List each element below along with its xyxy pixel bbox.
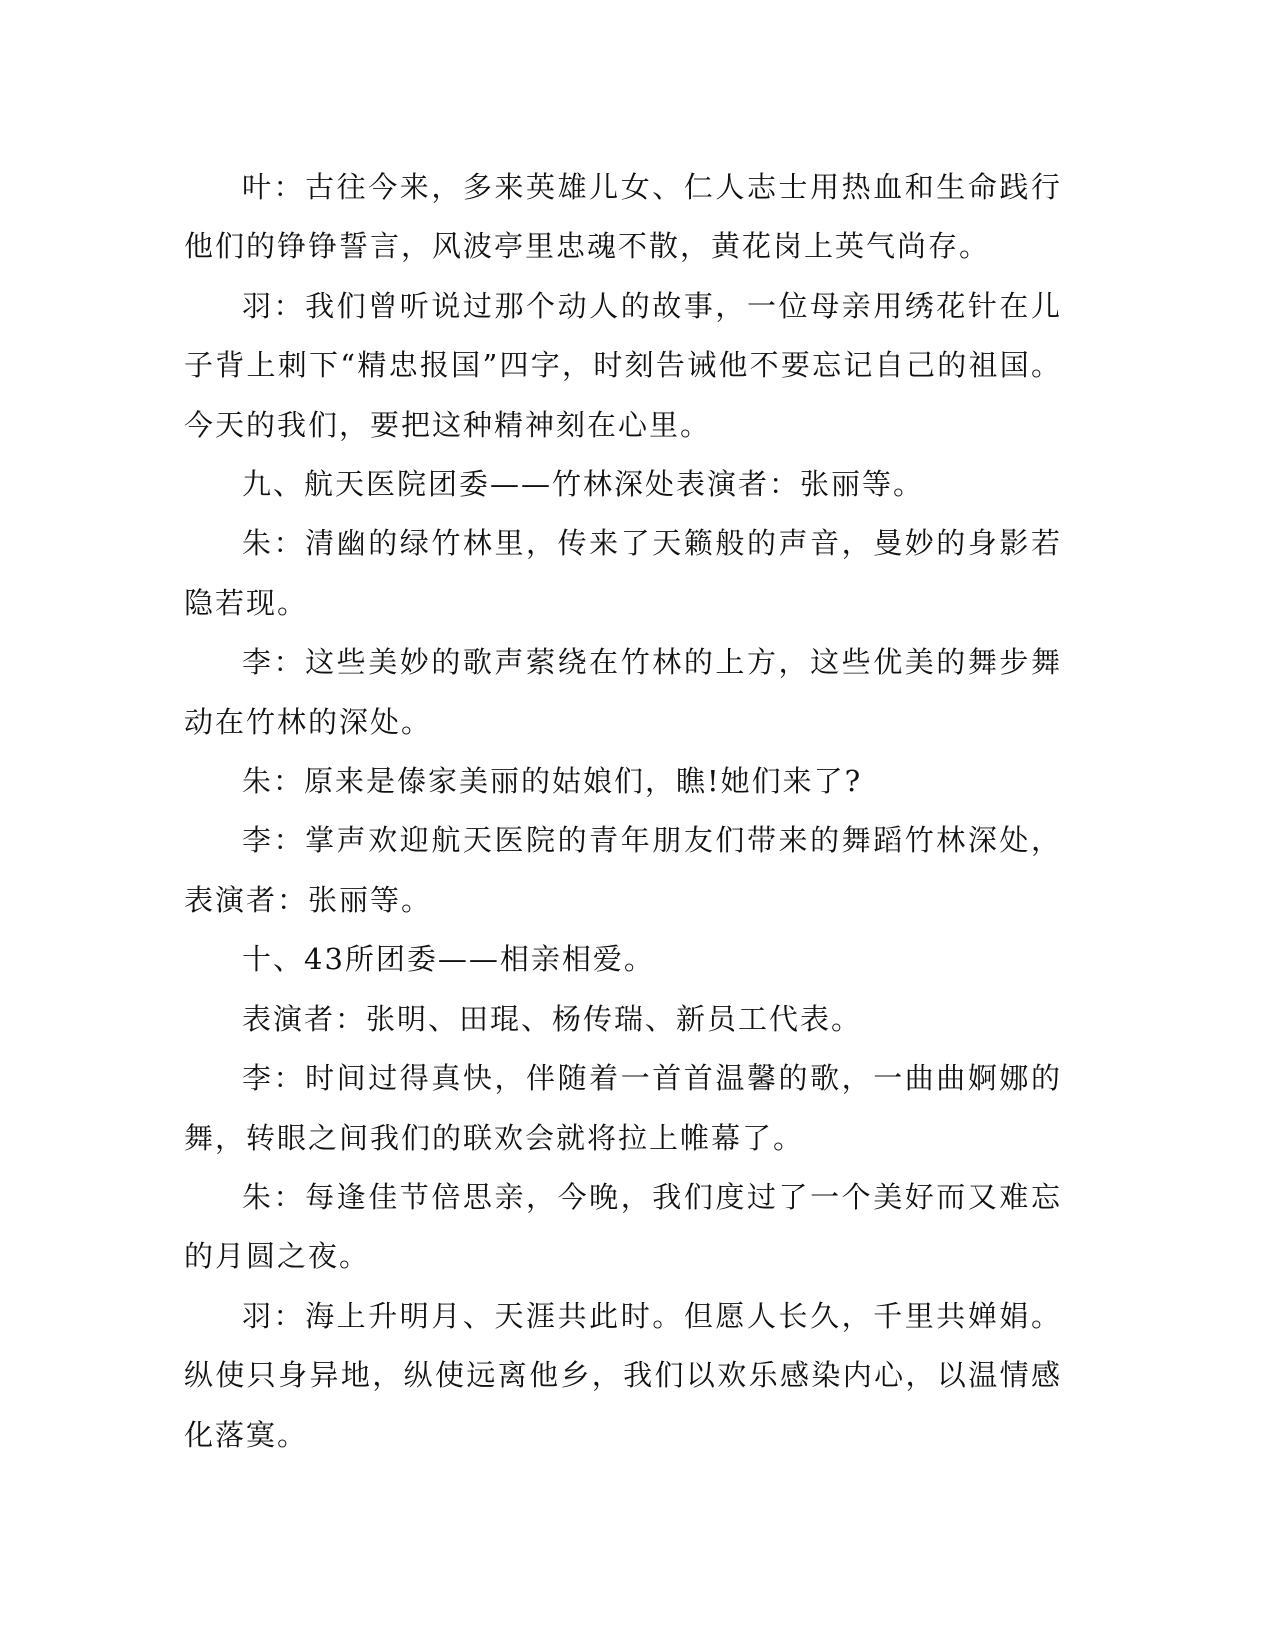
- paragraph-li-time-flies: 李：时间过得真快，伴随着一首首温馨的歌，一曲曲婀娜的舞，转眼之间我们的联欢会就将拉上帷幕了。: [184, 1061, 1062, 1155]
- paragraph-zhu-festival: 朱：每逢佳节倍思亲，今晚，我们度过了一个美好而又难忘的月圆之夜。: [184, 1179, 1062, 1274]
- paragraph-li-welcome: 李：掌声欢迎航天医院的青年朋友们带来的舞蹈竹林深处，表演者：张丽等。: [184, 823, 1062, 917]
- program-item-nine: 九、航天医院团委——竹林深处表演者：张丽等。: [242, 467, 925, 502]
- document-body: [184, 158, 1062, 1465]
- paragraph-yu-moon: 羽：海上升明月、天涯共此时。但愿人长久，千里共婵娟。纵使只身异地，纵使远离他乡，我们以欢乐感染内心，以温情感化落寞。: [184, 1298, 1062, 1452]
- paragraph-zhu-bamboo-forest: 朱：清幽的绿竹林里，传来了天籁般的声音，曼妙的身影若隐若现。: [184, 526, 1062, 620]
- program-item-ten: 十、43所团委——相亲相爱。: [242, 942, 655, 977]
- paragraph-li-singing: 李：这些美妙的歌声萦绕在竹林的上方，这些优美的舞步舞动在竹林的深处。: [184, 645, 1062, 739]
- paragraph-yu-jingzhong-baoguo: 羽：我们曾听说过那个动人的故事，一位母亲用绣花针在儿子背上刺下“精忠报国”四字，时刻告诫他不要忘记自己的祖国。今天的我们，要把这种精神刻在心里。: [184, 288, 1062, 442]
- paragraph-zhu-dai-girls: 朱：原来是傣家美丽的姑娘们，瞧!她们来了?: [242, 764, 863, 799]
- performers-line: 表演者：张明、田琨、杨传瑞、新员工代表。: [242, 1001, 863, 1036]
- paragraph-ye-heroes: 叶：古往今来，多来英雄儿女、仁人志士用热血和生命践行他们的铮铮誓言，风波亭里忠魂不散，黄花岗上英气尚存。: [184, 170, 1062, 264]
